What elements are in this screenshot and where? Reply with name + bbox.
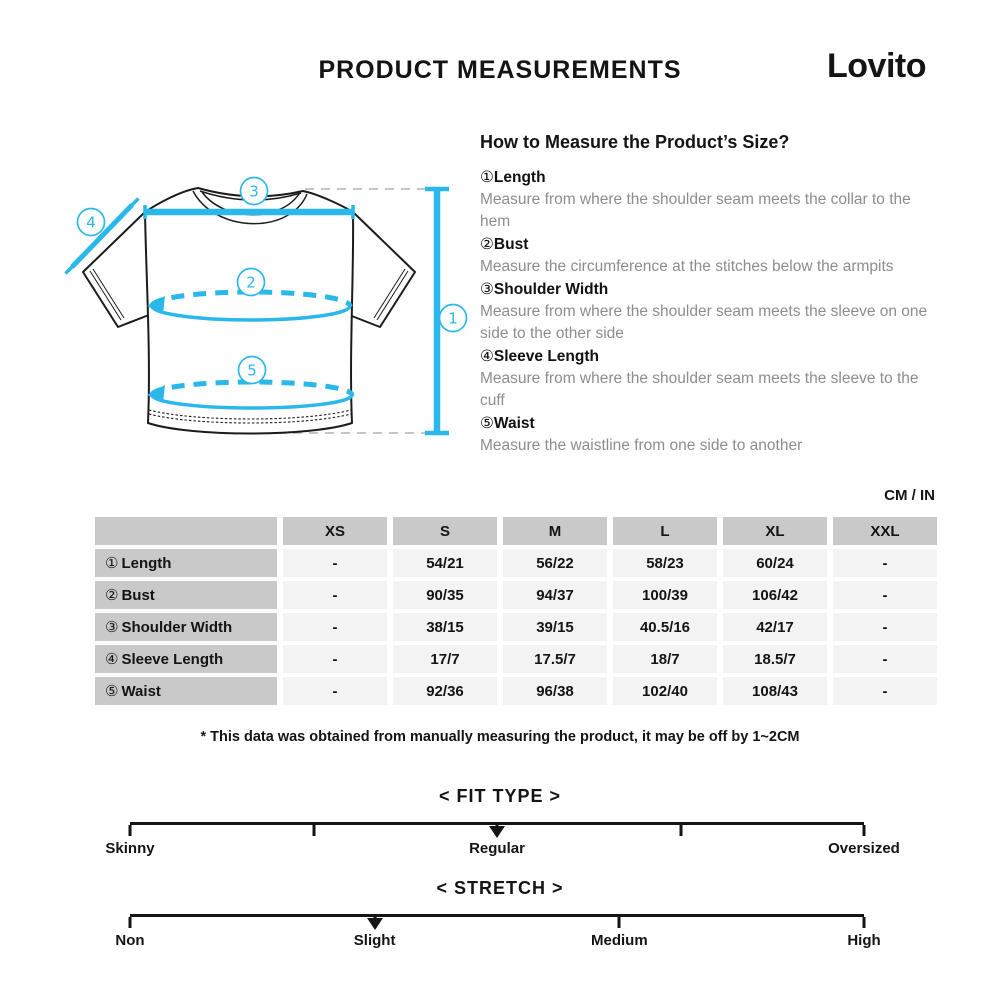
svg-text:2: 2: [246, 273, 256, 292]
row-label-bust-text: Bust: [121, 587, 155, 604]
circled-3: ③: [480, 280, 494, 298]
cell-waist-s: 92/36: [393, 677, 497, 705]
svg-text:5: 5: [247, 361, 257, 380]
cell-shoulder-m: 39/15: [503, 613, 607, 641]
stretch-label-non: Non: [115, 932, 145, 949]
row-label-bust: [95, 581, 277, 609]
row-label-sleeve-text: Sleeve Length: [121, 651, 224, 668]
cell-bust-m: 94/37: [503, 581, 607, 609]
measure-item-waist-label: Waist: [493, 415, 535, 432]
circled-2: ②: [105, 586, 119, 604]
cell-waist-xxl: -: [833, 677, 937, 705]
cell-waist-m: 96/38: [503, 677, 607, 705]
cell-bust-l: 100/39: [613, 581, 717, 609]
cell-length-l: 58/23: [613, 549, 717, 577]
fit-type-label-oversized: Oversized: [828, 840, 900, 857]
measure-item-length-label: Length: [493, 169, 546, 186]
measure-item-bust: [480, 233, 938, 256]
row-label-length: [95, 549, 277, 577]
measure-item-bust-desc: Measure the circumference at the stitches below the armpits: [480, 258, 894, 275]
page-title: PRODUCT MEASUREMENTS: [318, 56, 682, 84]
measure-item-bust-label: Bust: [493, 236, 529, 253]
scale-tick: [312, 825, 315, 836]
circled-1: ①: [480, 168, 494, 186]
cell-length-xl: 60/24: [723, 549, 827, 577]
cell-shoulder-xs: -: [283, 613, 387, 641]
cell-waist-xs: -: [283, 677, 387, 705]
stretch-label-slight: Slight: [353, 932, 396, 949]
callout-3-badge: [241, 178, 268, 205]
callout-1-badge: [440, 305, 467, 332]
how-to-measure-section: [480, 132, 938, 457]
cell-shoulder-l: 40.5/16: [613, 613, 717, 641]
scale-tick: [863, 917, 866, 928]
cell-sleeve-xxl: -: [833, 645, 937, 673]
stretch-marker-icon: [367, 918, 383, 930]
cell-waist-xl: 108/43: [723, 677, 827, 705]
measure-item-sleeve-label: Sleeve Length: [493, 348, 599, 365]
cell-sleeve-xl: 18.5/7: [723, 645, 827, 673]
cell-shoulder-xl: 42/17: [723, 613, 827, 641]
scale-tick: [679, 825, 682, 836]
svg-text:4: 4: [86, 213, 96, 232]
measure-item-shoulder: [480, 278, 938, 301]
callout-4-badge: [78, 209, 105, 236]
svg-text:1: 1: [448, 309, 458, 328]
column-header-m: M: [503, 517, 607, 545]
circled-2: ②: [480, 235, 494, 253]
svg-text:3: 3: [249, 182, 259, 201]
table-row-length: [95, 549, 937, 577]
tshirt-measurement-diagram: [55, 165, 475, 455]
stretch-scale: [0, 878, 1000, 958]
cell-bust-xl: 106/42: [723, 581, 827, 609]
fit-type-marker-icon: [489, 826, 505, 838]
row-label-shoulder-text: Shoulder Width: [121, 619, 233, 636]
measure-item-sleeve-desc: Measure from where the shoulder seam meets the sleeve to the cuff: [480, 370, 919, 409]
tshirt-body: [145, 188, 353, 434]
cell-length-xs: -: [283, 549, 387, 577]
cell-sleeve-l: 18/7: [613, 645, 717, 673]
column-header-xxl: XXL: [833, 517, 937, 545]
fit-type-title: < FIT TYPE >: [438, 786, 562, 806]
scale-tick: [618, 917, 621, 928]
unit-label: CM / IN: [884, 487, 935, 504]
callout-5-badge: [239, 357, 266, 384]
cell-length-m: 56/22: [503, 549, 607, 577]
measure-item-length: [480, 166, 938, 189]
table-row-bust: [95, 581, 937, 609]
column-header-s: S: [393, 517, 497, 545]
row-label-waist: [95, 677, 277, 705]
table-row-sleeve: [95, 645, 937, 673]
fit-type-label-regular: Regular: [469, 840, 525, 857]
fit-type-scale: [0, 786, 1000, 866]
column-header-xs: XS: [283, 517, 387, 545]
scale-tick: [129, 825, 132, 836]
circled-4: ④: [480, 347, 494, 365]
measure-item-shoulder-desc: Measure from where the shoulder seam meets the sleeve on one side to the other side: [480, 303, 928, 342]
circled-5: ⑤: [105, 682, 119, 700]
stretch-ruler: [115, 914, 881, 949]
callout-2-badge: [238, 269, 265, 296]
cell-bust-xs: -: [283, 581, 387, 609]
row-label-waist-text: Waist: [121, 683, 161, 700]
stretch-label-medium: Medium: [591, 932, 648, 949]
row-label-length-text: Length: [121, 555, 172, 572]
column-header-l: L: [613, 517, 717, 545]
scale-tick: [863, 825, 866, 836]
cell-sleeve-xs: -: [283, 645, 387, 673]
stretch-title: < STRETCH >: [436, 878, 564, 898]
measure-item-waist-desc: Measure the waistline from one side to another: [480, 437, 803, 454]
measure-item-shoulder-label: Shoulder Width: [493, 281, 609, 298]
fit-type-ruler: [105, 822, 900, 857]
size-table: [89, 513, 943, 709]
column-header-xl: XL: [723, 517, 827, 545]
cell-sleeve-m: 17.5/7: [503, 645, 607, 673]
circled-5: ⑤: [480, 414, 494, 432]
cell-length-s: 54/21: [393, 549, 497, 577]
measurement-disclaimer: * This data was obtained from manually measuring the product, it may be off by 1~2CM: [200, 729, 800, 745]
measure-item-sleeve: [480, 345, 938, 368]
circled-4: ④: [105, 650, 119, 668]
table-row-shoulder: [95, 613, 937, 641]
fit-type-label-skinny: Skinny: [105, 840, 155, 857]
table-row-waist: [95, 677, 937, 705]
circled-3: ③: [105, 618, 119, 636]
measure-item-length-desc: Measure from where the shoulder seam meets the collar to the hem: [480, 191, 911, 230]
how-to-heading: How to Measure the Product’s Size?: [480, 132, 790, 152]
measure-item-waist: [480, 412, 938, 435]
circled-1: ①: [105, 554, 119, 572]
cell-length-xxl: -: [833, 549, 937, 577]
cell-bust-s: 90/35: [393, 581, 497, 609]
table-corner-cell: [95, 517, 277, 545]
cell-waist-l: 102/40: [613, 677, 717, 705]
cell-shoulder-xxl: -: [833, 613, 937, 641]
cell-bust-xxl: -: [833, 581, 937, 609]
scale-tick: [129, 917, 132, 928]
cell-sleeve-s: 17/7: [393, 645, 497, 673]
stretch-label-high: High: [847, 932, 881, 949]
cell-shoulder-s: 38/15: [393, 613, 497, 641]
row-label-shoulder: [95, 613, 277, 641]
brand-logo: Lovito: [827, 47, 926, 85]
table-header-row: [95, 517, 937, 545]
row-label-sleeve: [95, 645, 277, 673]
